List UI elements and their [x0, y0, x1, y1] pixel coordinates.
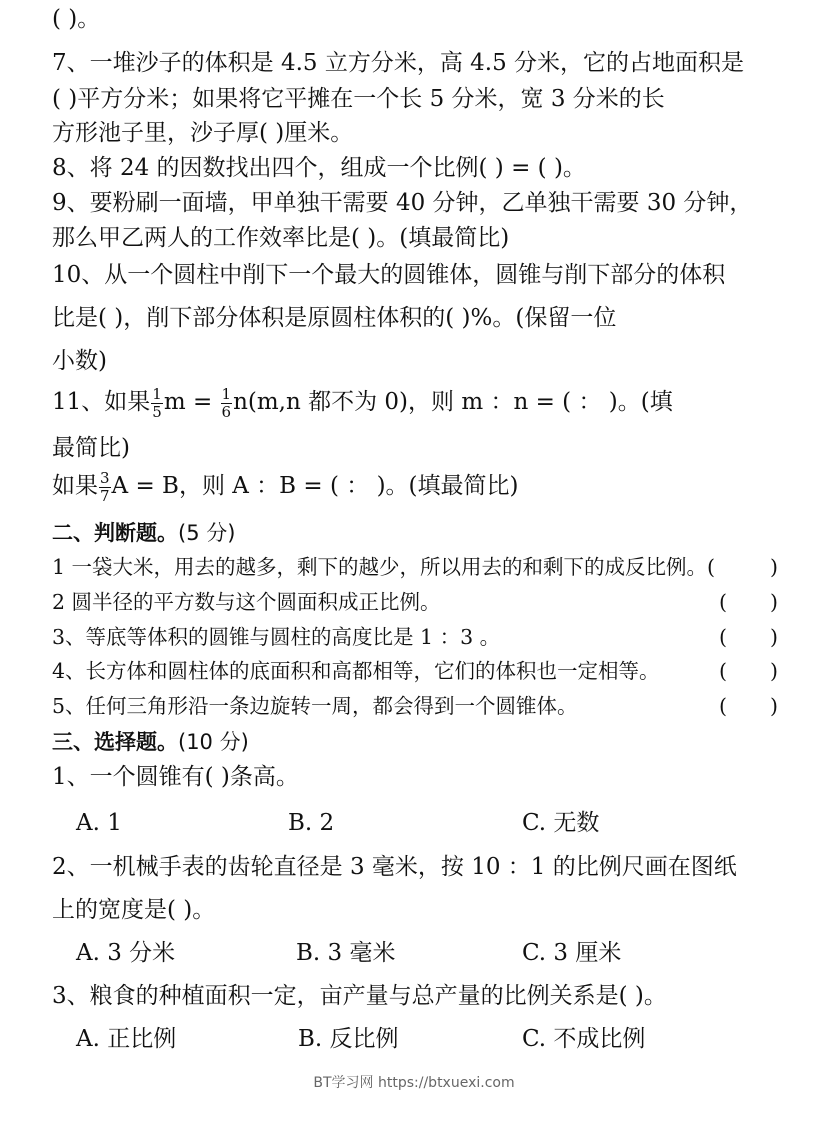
question-7-line-2: ( )平方分米；如果将它平摊在一个长 5 分米，宽 3 分米的长: [52, 86, 665, 112]
judge-item-4: 4、长方体和圆柱体的底面积和高都相等，它们的体积也一定相等。: [52, 659, 660, 683]
fraction-one-sixth: [221, 386, 233, 420]
section-2-heading: [52, 523, 235, 544]
footer-watermark: BT学习网 https://btxuexi.com: [313, 1075, 515, 1091]
q12-suffix: A = B，则 A ：B = ( ： )。(填最简比): [111, 473, 519, 499]
fraction-denominator: 5: [152, 402, 162, 421]
judge-item-2-open-paren: (: [719, 590, 727, 614]
choice-q1-option-c: C. 无数: [522, 810, 600, 836]
question-7-line-3: 方形池子里，沙子厚( )厘米。: [52, 120, 354, 146]
choice-q3-option-b: B. 反比例: [298, 1026, 399, 1052]
choice-q2-option-a: A. 3 分米: [76, 940, 176, 966]
question-11-line-2: 最简比): [52, 435, 130, 461]
section-title: 二、判断题。: [52, 521, 178, 545]
judge-item-3: 3、等底等体积的圆锥与圆柱的高度比是 1 ：3 。: [52, 625, 501, 649]
judge-item-4-close-paren: ): [770, 659, 778, 683]
question-9-line-1: 9、要粉刷一面墙，甲单独干需要 40 分钟，乙单独干需要 30 分钟，: [52, 190, 753, 216]
choice-question-1: 1、一个圆锥有( )条高。: [52, 764, 299, 790]
judge-item-3-open-paren: (: [719, 625, 727, 649]
fraction-numerator: 1: [221, 385, 232, 403]
judge-item-4-open-paren: (: [719, 659, 727, 683]
section-3-heading: [52, 732, 249, 753]
fraction-three-sevenths: [99, 470, 111, 504]
choice-q2-option-c: C. 3 厘米: [522, 940, 622, 966]
question-7-line-1: 7、一堆沙子的体积是 4.5 立方分米，高 4.5 分米，它的占地面积是: [52, 50, 745, 76]
choice-q3-option-a: A. 正比例: [76, 1026, 177, 1052]
q11-prefix: 11、如果: [52, 389, 151, 415]
judge-item-1-close-paren: ): [770, 555, 778, 579]
judge-item-1: 1 一袋大米，用去的越多，剩下的越少，所以用去的和剩下的成反比例。(: [52, 555, 716, 579]
fraction-numerator: 1: [152, 385, 162, 403]
judge-item-2: 2 圆半径的平方数与这个圆面积成正比例。: [52, 590, 441, 614]
question-10-line-2: 比是( )，削下部分体积是原圆柱体积的( )%。(保留一位: [52, 305, 617, 331]
question-8: 8、将 24 的因数找出四个，组成一个比例( ) = ( )。: [52, 155, 586, 181]
q11-suffix: n(m,n 都不为 0)，则 m ：n = ( ： )。(填: [233, 389, 673, 415]
choice-question-2-line-1: 2、一机械手表的齿轮直径是 3 毫米，按 10 ：1 的比例尺画在图纸: [52, 854, 737, 880]
choice-q3-option-c: C. 不成比例: [522, 1026, 646, 1052]
judge-item-3-close-paren: ): [770, 625, 778, 649]
fraction-numerator: 3: [100, 469, 110, 487]
judge-item-5-close-paren: ): [770, 694, 778, 718]
choice-q1-option-b: B. 2: [288, 810, 335, 836]
q12-prefix: 如果: [52, 473, 98, 499]
section-title: 三、选择题。: [52, 730, 178, 754]
fraction-denominator: 7: [100, 486, 110, 505]
question-11-line-1: [52, 386, 673, 420]
section-score: (10 分): [178, 730, 249, 754]
question-9-line-2: 那么甲乙两人的工作效率比是( )。(填最简比): [52, 225, 510, 251]
choice-q1-option-a: A. 1: [76, 810, 122, 836]
choice-question-2-line-2: 上的宽度是( )。: [52, 897, 216, 923]
judge-item-2-close-paren: ): [770, 590, 778, 614]
fraction-denominator: 6: [221, 402, 232, 421]
choice-q2-option-b: B. 3 毫米: [296, 940, 396, 966]
judge-item-5-open-paren: (: [719, 694, 727, 718]
choice-question-3: 3、粮食的种植面积一定，亩产量与总产量的比例关系是( )。: [52, 983, 667, 1009]
section-score: (5 分): [178, 521, 236, 545]
q11-middle: m =: [163, 389, 220, 415]
question-10-line-3: 小数): [52, 348, 107, 374]
question-12: [52, 470, 519, 504]
fill-line-blank: ( )。: [52, 6, 101, 32]
question-10-line-1: 10、从一个圆柱中削下一个最大的圆锥体，圆锥与削下部分的体积: [52, 262, 726, 288]
judge-item-5: 5、任何三角形沿一条边旋转一周，都会得到一个圆锥体。: [52, 694, 578, 718]
fraction-one-fifth: [151, 386, 163, 420]
